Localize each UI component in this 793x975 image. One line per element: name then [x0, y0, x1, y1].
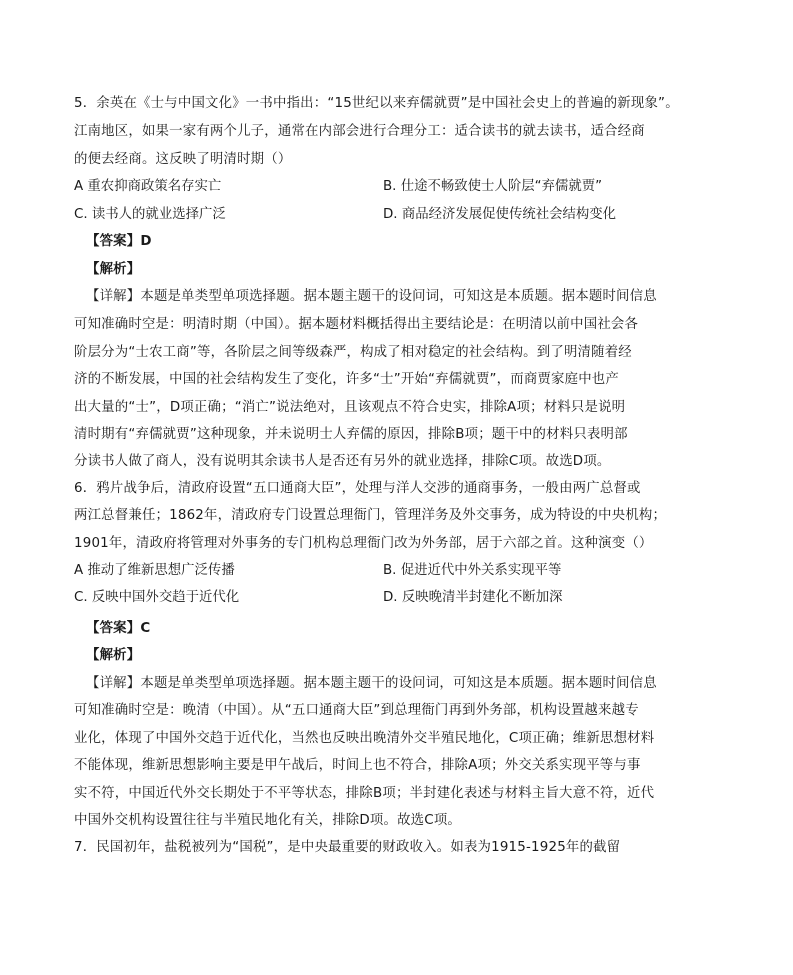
- q5-stem-line-1: 5．余英在《士与中国文化》一书中指出：“15世纪以来弃儒就贾”是中国社会史上的普遍的新现象”。: [74, 96, 679, 111]
- q5-analysis-line-6: 清时期有“弃儒就贾”这种现象，并未说明士人弃儒的原因，排除B项；题干中的材料只表明部: [74, 427, 628, 442]
- q5-analysis-label: 【解析】: [86, 262, 141, 277]
- q6-option-c: C. 反映中国外交趋于近代化: [74, 590, 240, 605]
- q6-analysis-line-5: 实不符，中国近代外交长期处于不平等状态，排除B项；半封建化表述与材料主旨大意不符，近代: [74, 786, 655, 801]
- q5-analysis-line-2: 可知准确时空是：明清时期（中国）。据本题材料概括得出主要结论是：在明清以前中国社会各: [74, 317, 639, 332]
- q7-stem-line-1: 7．民国初年，盐税被列为“国税”，是中央最重要的财政收入。如表为1915-1925年的截留: [74, 840, 621, 855]
- q5-analysis-line-4: 济的不断发展，中国的社会结构发生了变化，许多“士”开始“弃儒就贾”，而商贾家庭中也产: [74, 372, 619, 387]
- q5-option-a: A 重农抑商政策名存实亡: [74, 179, 222, 194]
- q5-stem-line-2: 江南地区，如果一家有两个儿子，通常在内部会进行合理分工：适合读书的就去读书，适合经商: [74, 124, 645, 139]
- q6-option-d: D. 反映晚清半封建化不断加深: [383, 590, 563, 605]
- q6-analysis-line-4: 不能体现，维新思想影响主要是甲午战后，时间上也不符合，排除A项；外交关系实现平等与事: [74, 758, 641, 773]
- q6-stem-line-3: 1901年，清政府将管理对外事务的专门机构总理衙门改为外务部，居于六部之首。这种演变（）: [74, 536, 653, 551]
- q5-answer: 【答案】D: [86, 234, 152, 249]
- q5-analysis-line-1: 【详解】本题是单类型单项选择题。据本题主题干的设问词，可知这是本质题。据本题时间信息: [86, 289, 657, 304]
- q6-analysis-line-3: 业化，体现了中国外交趋于近代化，当然也反映出晚清外交半殖民地化，C项正确；维新思想材料: [74, 731, 655, 746]
- q6-stem-line-2: 两江总督兼任；1862年，清政府专门设置总理衙门，管理洋务及外交事务，成为特设的中央机构；: [74, 508, 667, 523]
- q6-analysis-line-2: 可知准确时空是：晚清（中国）。从“五口通商大臣”到总理衙门再到外务部，机构设置越来越专: [74, 703, 639, 718]
- q6-stem-line-1: 6．鸦片战争后，清政府设置“五口通商大臣”，处理与洋人交涉的通商事务，一般由两广总督或: [74, 481, 641, 496]
- q5-stem-line-3: 的便去经商。这反映了明清时期（）: [74, 152, 292, 167]
- q6-analysis-line-1: 【详解】本题是单类型单项选择题。据本题主题干的设问词，可知这是本质题。据本题时间信息: [86, 676, 657, 691]
- q5-option-c: C. 读书人的就业选择广泛: [74, 207, 226, 222]
- q6-option-b: B. 促进近代中外关系实现平等: [383, 563, 562, 578]
- q6-option-a: A 推动了维新思想广泛传播: [74, 563, 235, 578]
- q6-analysis-label: 【解析】: [86, 648, 141, 663]
- q5-analysis-line-7: 分读书人做了商人，没有说明其余读书人是否还有另外的就业选择，排除C项。故选D项。: [74, 454, 611, 469]
- q5-option-b: B. 仕途不畅致使士人阶层“弃儒就贾”: [383, 179, 603, 194]
- q5-option-d: D. 商品经济发展促使传统社会结构变化: [383, 207, 617, 222]
- q5-analysis-line-3: 阶层分为“士农工商”等，各阶层之间等级森严，构成了相对稳定的社会结构。到了明清随着经: [74, 345, 632, 360]
- q6-answer: 【答案】C: [86, 621, 151, 636]
- q5-analysis-line-5: 出大量的“士”，D项正确；“消亡”说法绝对，且该观点不符合史实，排除A项；材料只是说明: [74, 400, 626, 415]
- q6-analysis-line-6: 中国外交机构设置往往与半殖民地化有关，排除D项。故选C项。: [74, 813, 462, 828]
